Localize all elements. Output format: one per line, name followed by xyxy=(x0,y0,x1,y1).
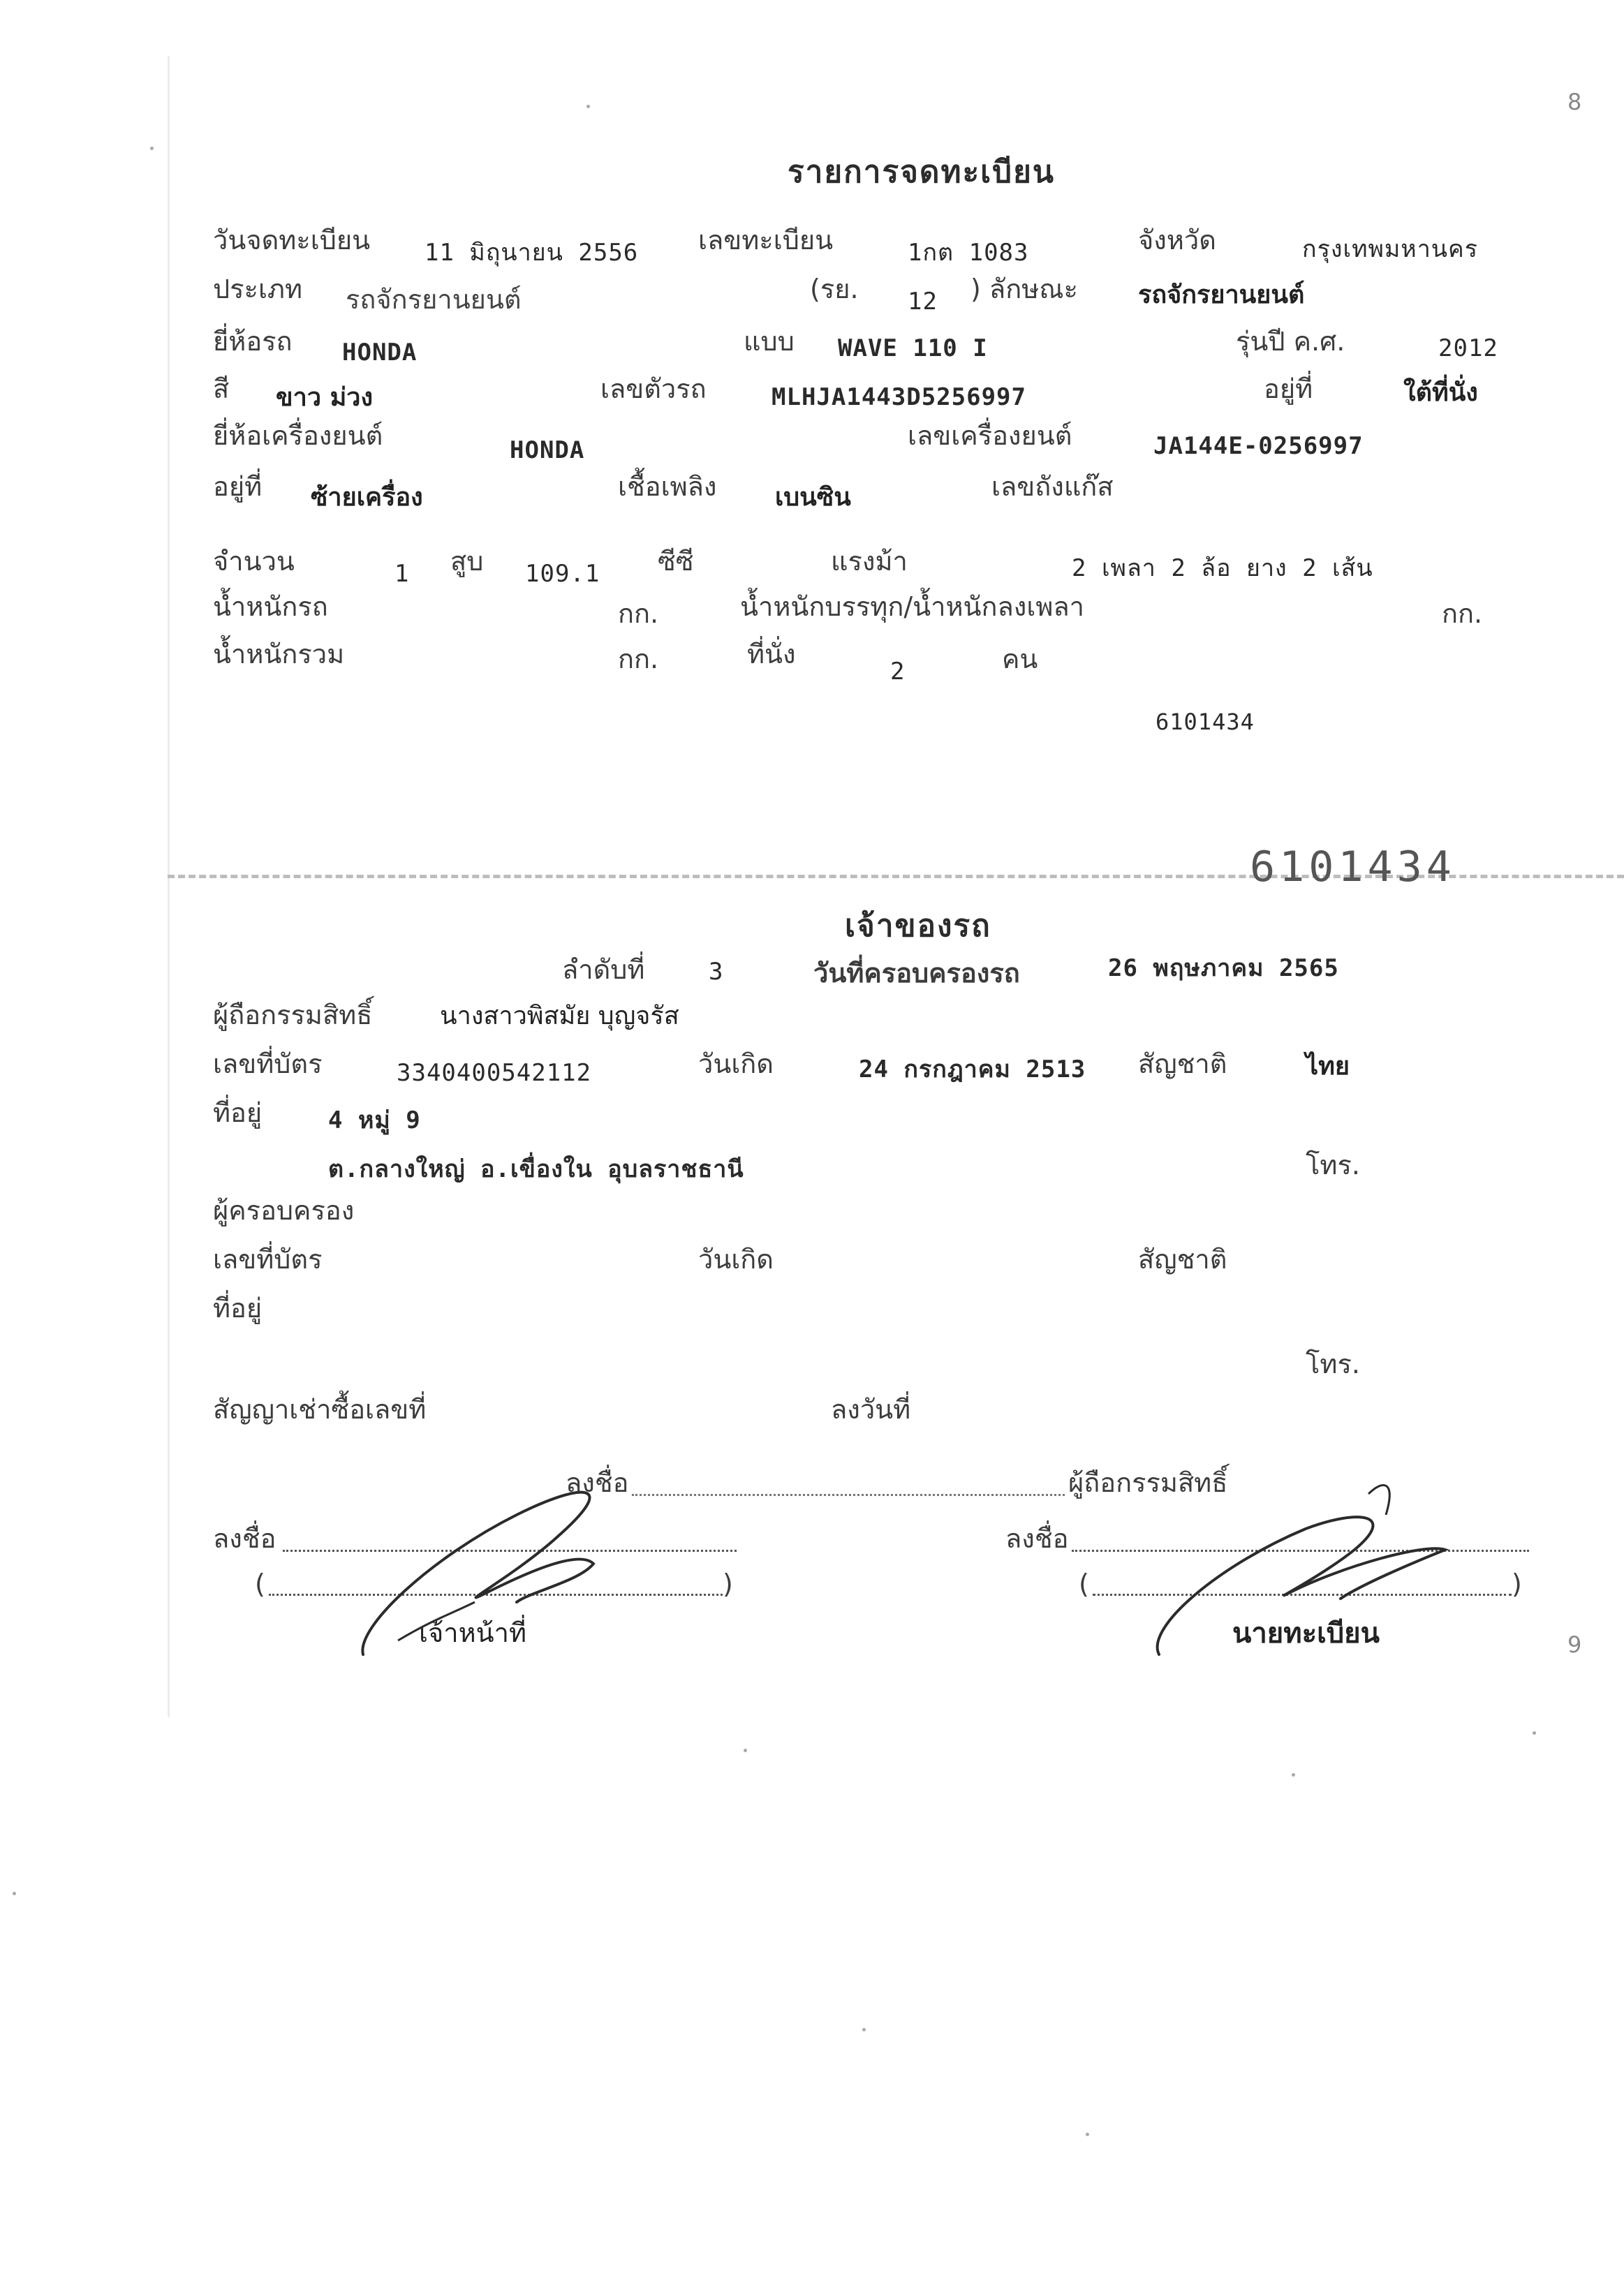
engine-no-value: JA144E-0256997 xyxy=(1153,432,1364,460)
id-card-value: 3340400542112 xyxy=(397,1059,592,1087)
color-label: สี xyxy=(213,373,230,404)
model-label: แบบ xyxy=(744,326,795,357)
sequence-value: 3 xyxy=(709,958,724,986)
officer-role-label: เจ้าหน้าที่ xyxy=(419,1617,527,1648)
address-line-2: ต.กลางใหญ่ อ.เขื่องใน อุบลราชธานี xyxy=(328,1155,744,1183)
chassis-value: MLHJA1443D5256997 xyxy=(772,383,1026,411)
id-card-label: เลขที่บัตร xyxy=(213,1049,323,1079)
holder-sign-line xyxy=(632,1494,1065,1496)
possessor-label: ผู้ครอบครอง xyxy=(213,1195,355,1226)
contract-date-label: ลงวันที่ xyxy=(831,1394,911,1425)
scan-speck xyxy=(150,147,154,150)
reg-date-value: 11 มิถุนายน 2556 xyxy=(425,239,639,267)
brand-label: ยี่ห้อรถ xyxy=(213,326,293,357)
engine-no-label: เลขเครื่องยนต์ xyxy=(908,420,1072,451)
possessor-id-label: เลขที่บัตร xyxy=(213,1244,323,1275)
holder-label: ผู้ถือกรรมสิทธิ์ xyxy=(213,1000,373,1030)
plate-label: เลขทะเบียน xyxy=(698,225,834,255)
address-line-1: 4 หมู่ 9 xyxy=(328,1106,421,1134)
registrar-role-label: นายทะเบียน xyxy=(1232,1617,1380,1650)
officer-signature-image xyxy=(349,1452,670,1675)
engine-brand-value: HONDA xyxy=(510,436,585,464)
count-label: จำนวน xyxy=(213,546,295,577)
cylinders-label: สูบ xyxy=(450,546,484,577)
engine-brand-label: ยี่ห้อเครื่องยนต์ xyxy=(213,420,383,451)
owner-tel-label: โทร. xyxy=(1306,1150,1360,1180)
page-number-top: 8 xyxy=(1567,89,1582,115)
scan-speck xyxy=(586,105,590,108)
engine-location-label: อยู่ที่ xyxy=(213,471,263,502)
axle-wheel-tire-value: 2 เพลา 2 ล้อ ยาง 2 เส้น xyxy=(1072,554,1373,582)
scan-speck xyxy=(744,1749,747,1752)
chassis-label: เลขตัวรถ xyxy=(600,373,707,404)
scan-speck xyxy=(13,1892,16,1895)
year-value: 2012 xyxy=(1438,334,1498,362)
chassis-location-label: อยู่ที่ xyxy=(1264,373,1313,404)
year-label: รุ่นปี ค.ศ. xyxy=(1236,326,1345,357)
owner-title: เจ้าของรถ xyxy=(845,908,991,944)
holder-role-label: ผู้ถือกรรมสิทธิ์ xyxy=(1068,1467,1228,1498)
cc-value: 109.1 xyxy=(525,560,600,588)
color-value: ขาว ม่วง xyxy=(276,383,374,412)
ry-open: (รย. xyxy=(810,274,859,304)
model-value: WAVE 110 I xyxy=(838,334,988,362)
holder-sign-label: ลงชื่อ xyxy=(566,1467,629,1498)
birth-date-label: วันเกิด xyxy=(698,1049,774,1079)
hp-label: แรงม้า xyxy=(831,546,908,577)
type-label: ประเภท xyxy=(213,274,303,304)
scan-speck xyxy=(1086,2133,1089,2136)
province-label: จังหวัด xyxy=(1138,225,1216,255)
ry-close-character-label: ) ลักษณะ xyxy=(970,274,1078,304)
seats-label: ที่นั่ง xyxy=(747,639,796,669)
brand-value: HONDA xyxy=(342,339,418,366)
scan-speck xyxy=(1292,1773,1295,1777)
birth-date-value: 24 กรกฎาคม 2513 xyxy=(859,1056,1086,1083)
fuel-value: เบนซิน xyxy=(775,483,851,512)
possession-date-label: วันที่ครอบครองรถ xyxy=(813,958,1020,988)
holder-name-value: นางสาวพิสมัย บุญจรัส xyxy=(440,1002,679,1030)
possessor-nationality-label: สัญชาติ xyxy=(1138,1244,1227,1275)
possessor-tel-label: โทร. xyxy=(1306,1349,1360,1379)
address-label: ที่อยู่ xyxy=(213,1097,263,1128)
seats-value: 2 xyxy=(890,658,906,686)
possession-date-value: 26 พฤษภาคม 2565 xyxy=(1108,954,1339,982)
scan-speck xyxy=(862,2028,866,2031)
cc-label: ซีซี xyxy=(658,546,694,577)
gas-tank-label: เลขถังแก๊ส xyxy=(991,471,1114,502)
registrar-signature-image xyxy=(1131,1452,1466,1675)
hire-purchase-label: สัญญาเช่าซื้อเลขที่ xyxy=(213,1394,427,1425)
character-value: รถจักรยานยนต์ xyxy=(1138,281,1305,309)
reg-date-label: วันจดทะเบียน xyxy=(213,225,371,255)
serial-number-small: 6101434 xyxy=(1156,709,1255,735)
sequence-label: ลำดับที่ xyxy=(562,954,645,985)
officer-paren-close: ) xyxy=(723,1569,733,1599)
gross-weight-label: น้ำหนักรวม xyxy=(213,639,345,669)
possessor-birth-label: วันเกิด xyxy=(698,1244,774,1275)
scan-speck xyxy=(1533,1731,1536,1735)
registrar-paren-close: ) xyxy=(1512,1569,1522,1599)
nationality-value: ไทย xyxy=(1306,1052,1350,1081)
officer-sign-label: ลงชื่อ xyxy=(213,1523,276,1554)
persons-label: คน xyxy=(1002,644,1038,674)
load-label: น้ำหนักบรรทุก/น้ำหนักลงเพลา xyxy=(740,591,1084,622)
fuel-label: เชื้อเพลิง xyxy=(618,471,717,502)
registrar-paren-open: ( xyxy=(1079,1569,1089,1599)
chassis-location-value: ใต้ที่นั่ง xyxy=(1403,378,1478,407)
registrar-sign-label: ลงชื่อ xyxy=(1005,1523,1069,1554)
type-value: รถจักรยานยนต์ xyxy=(346,284,522,315)
weight-unit: กก. xyxy=(618,598,659,629)
nationality-label: สัญชาติ xyxy=(1138,1049,1227,1079)
ry-code: 12 xyxy=(908,288,938,316)
officer-paren-open: ( xyxy=(255,1569,265,1599)
page-number-bottom: 9 xyxy=(1567,1631,1582,1658)
gross-weight-unit: กก. xyxy=(618,644,659,674)
engine-location-value: ซ้ายเครื่อง xyxy=(311,483,423,512)
cylinders-value: 1 xyxy=(394,560,410,588)
page-left-edge xyxy=(168,56,170,1717)
province-value: กรุงเทพมหานคร xyxy=(1302,235,1479,263)
serial-number-large: 6101434 xyxy=(1250,843,1456,891)
registration-title: รายการจดทะเบียน xyxy=(788,154,1055,190)
possessor-address-label: ที่อยู่ xyxy=(213,1293,263,1324)
load-unit: กก. xyxy=(1442,598,1483,629)
weight-label: น้ำหนักรถ xyxy=(213,591,328,622)
plate-value: 1กต 1083 xyxy=(908,239,1029,267)
